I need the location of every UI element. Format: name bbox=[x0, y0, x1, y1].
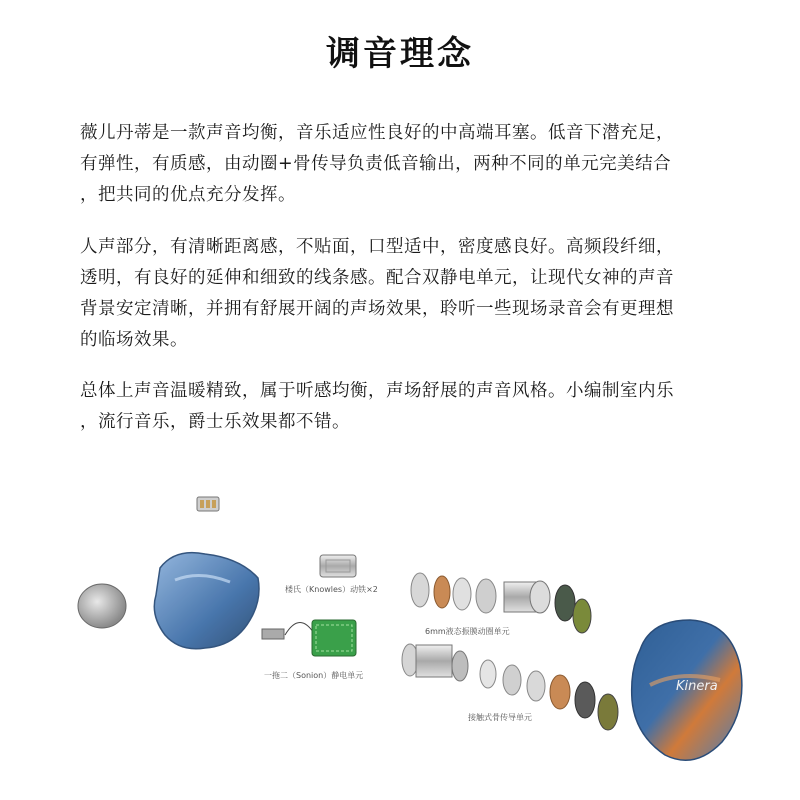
paragraph-vocals bbox=[80, 232, 730, 356]
text-line: 有弹性，有质感，由动圈+骨传导负责低音输出，两种不同的单元完美结合 bbox=[80, 154, 672, 174]
text-line: ，流行音乐，爵士乐效果都不错。 bbox=[80, 412, 350, 432]
text-line: ，把共同的优点充分发挥。 bbox=[80, 185, 296, 205]
ear-tip bbox=[78, 584, 126, 628]
page-title: 调音理念 bbox=[326, 34, 474, 74]
label-sonion: 一拖二（Sonion）静电单元 bbox=[264, 671, 364, 680]
text-line: 薇儿丹蒂是一款声音均衡，音乐适应性良好的中高端耳塞。低音下潜充足， bbox=[80, 123, 674, 143]
inner-shell bbox=[154, 553, 259, 649]
mmcx-connector bbox=[197, 497, 219, 511]
text-line: 透明，有良好的延伸和细致的线条感。配合双静电单元，让现代女神的声音 bbox=[80, 268, 674, 288]
text-line: 背景安定清晰，并拥有舒展开阔的声场效果，聆听一些现场录音会有更理想 bbox=[80, 299, 674, 319]
dynamic-driver-stack bbox=[411, 573, 591, 633]
label-dynamic: 6mm液态振膜动圈单元 bbox=[425, 627, 510, 636]
text-line: 的临场效果。 bbox=[80, 330, 188, 350]
exploded-earphone-diagram bbox=[0, 470, 800, 800]
sonion-electrostatic-driver bbox=[262, 620, 356, 656]
paragraph-summary bbox=[80, 376, 730, 438]
paragraph-bass bbox=[80, 118, 730, 211]
label-knowles: 楼氏（Knowles）动铁×2 bbox=[285, 585, 378, 594]
brand-logo-text: Kinera bbox=[676, 679, 718, 694]
text-line: 人声部分，有清晰距离感，不贴面，口型适中，密度感良好。高频段纤细， bbox=[80, 237, 674, 257]
exploded-view-illustration bbox=[0, 470, 800, 800]
label-bone: 接触式骨传导单元 bbox=[468, 713, 532, 722]
knowles-balanced-armature bbox=[320, 555, 356, 577]
text-line: 总体上声音温暖精致，属于听感均衡，声场舒展的声音风格。小编制室内乐 bbox=[80, 381, 674, 401]
